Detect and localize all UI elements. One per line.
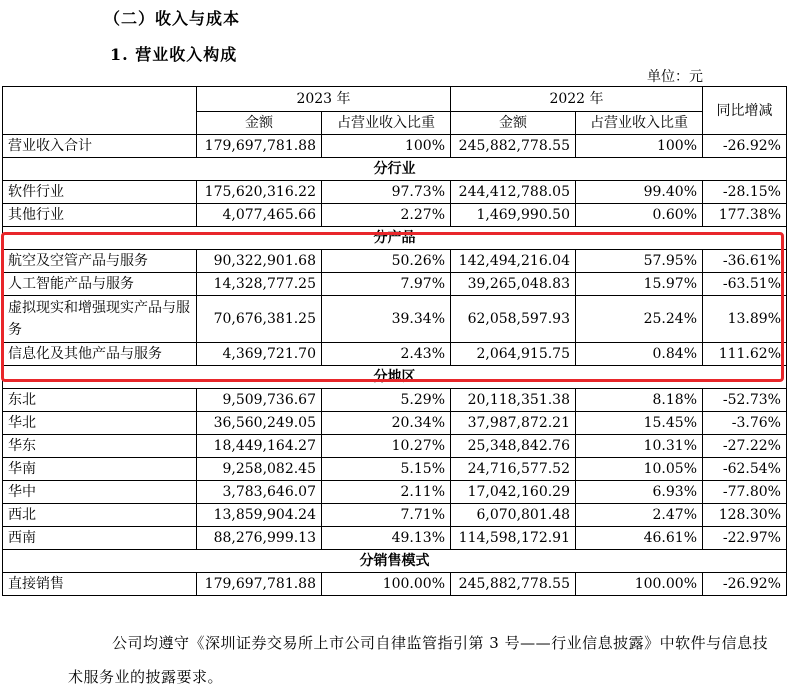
value-cell: 7.97% — [322, 273, 451, 296]
value-cell: 20.34% — [322, 412, 451, 435]
value-cell: -27.22% — [703, 435, 787, 458]
header-yoy: 同比增减 — [703, 87, 787, 135]
value-cell: 9,509,736.67 — [197, 389, 322, 412]
value-cell: -36.61% — [703, 250, 787, 273]
value-cell: 70,676,381.25 — [197, 296, 322, 343]
value-cell: 39.34% — [322, 296, 451, 343]
value-cell: -26.92% — [703, 573, 787, 596]
value-cell: 100.00% — [576, 573, 703, 596]
value-cell: 10.31% — [576, 435, 703, 458]
row-label-cell: 其他行业 — [3, 204, 197, 227]
value-cell: 46.61% — [576, 527, 703, 550]
subsection-title: 1. 营业收入构成 — [110, 45, 238, 64]
value-cell: 90,322,901.68 — [197, 250, 322, 273]
header-amount-2023: 金额 — [197, 112, 322, 135]
header-share-2022: 占营业收入比重 — [576, 112, 703, 135]
value-cell: 177.38% — [703, 204, 787, 227]
value-cell: 10.27% — [322, 435, 451, 458]
value-cell: -52.73% — [703, 389, 787, 412]
table-row — [3, 458, 787, 481]
value-cell: -26.92% — [703, 135, 787, 158]
value-cell: 37,987,872.21 — [451, 412, 576, 435]
value-cell: -3.76% — [703, 412, 787, 435]
section-header-row — [3, 158, 787, 181]
value-cell: 62,058,597.93 — [451, 296, 576, 343]
table-row — [3, 204, 787, 227]
row-label-cell: 华东 — [3, 435, 197, 458]
value-cell: 100.00% — [322, 573, 451, 596]
value-cell: 57.95% — [576, 250, 703, 273]
header-share-2023: 占营业收入比重 — [322, 112, 451, 135]
value-cell: 3,783,646.07 — [197, 481, 322, 504]
value-cell: 39,265,048.83 — [451, 273, 576, 296]
value-cell: 2,064,915.75 — [451, 343, 576, 366]
value-cell: 128.30% — [703, 504, 787, 527]
row-label-cell: 虚拟现实和增强现实产品与服务 — [3, 296, 197, 343]
table-row — [3, 504, 787, 527]
value-cell: 4,077,465.66 — [197, 204, 322, 227]
value-cell: 49.13% — [322, 527, 451, 550]
value-cell: 6,070,801.48 — [451, 504, 576, 527]
value-cell: 179,697,781.88 — [197, 135, 322, 158]
header-year-2022: 2022 年 — [451, 87, 703, 112]
table-row — [3, 389, 787, 412]
section-title-cell: 分产品 — [3, 227, 787, 250]
table-row — [3, 250, 787, 273]
section-title: （二）收入与成本 — [104, 9, 241, 28]
value-cell: 15.97% — [576, 273, 703, 296]
value-cell: -63.51% — [703, 273, 787, 296]
value-cell: 175,620,316.22 — [197, 181, 322, 204]
value-cell: 179,697,781.88 — [197, 573, 322, 596]
value-cell: 14,328,777.25 — [197, 273, 322, 296]
value-cell: 13,859,904.24 — [197, 504, 322, 527]
value-cell: 99.40% — [576, 181, 703, 204]
value-cell: 8.18% — [576, 389, 703, 412]
table-row — [3, 527, 787, 550]
value-cell: -28.15% — [703, 181, 787, 204]
section-title-cell: 分销售模式 — [3, 550, 787, 573]
section-title-cell: 分行业 — [3, 158, 787, 181]
value-cell: -62.54% — [703, 458, 787, 481]
value-cell: 88,276,999.13 — [197, 527, 322, 550]
row-label-cell: 人工智能产品与服务 — [3, 273, 197, 296]
value-cell: 10.05% — [576, 458, 703, 481]
header-amount-2022: 金额 — [451, 112, 576, 135]
value-cell: 142,494,216.04 — [451, 250, 576, 273]
value-cell: 245,882,778.55 — [451, 573, 576, 596]
value-cell: 24,716,577.52 — [451, 458, 576, 481]
table-row — [3, 412, 787, 435]
header-empty-cell — [3, 87, 197, 135]
value-cell: 13.89% — [703, 296, 787, 343]
value-cell: 5.29% — [322, 389, 451, 412]
value-cell: 4,369,721.70 — [197, 343, 322, 366]
value-cell: 1,469,990.50 — [451, 204, 576, 227]
table-row — [3, 181, 787, 204]
value-cell: 2.27% — [322, 204, 451, 227]
value-cell: 114,598,172.91 — [451, 527, 576, 550]
row-label-cell: 西南 — [3, 527, 197, 550]
value-cell: 100% — [322, 135, 451, 158]
row-label-cell: 航空及空管产品与服务 — [3, 250, 197, 273]
row-label-cell: 软件行业 — [3, 181, 197, 204]
value-cell: 50.26% — [322, 250, 451, 273]
unit-label: 单位：元 — [647, 69, 703, 85]
value-cell: 25.24% — [576, 296, 703, 343]
value-cell: 97.73% — [322, 181, 451, 204]
row-label-cell: 华中 — [3, 481, 197, 504]
table-row — [3, 296, 787, 343]
header-year-2023: 2023 年 — [197, 87, 451, 112]
value-cell: -77.80% — [703, 481, 787, 504]
value-cell: 100% — [576, 135, 703, 158]
value-cell: 0.84% — [576, 343, 703, 366]
value-cell: 6.93% — [576, 481, 703, 504]
table-row-total — [3, 135, 787, 158]
footer-note: 公司均遵守《深圳证券交易所上市公司自律监管指引第 3 号——行业信息披露》中软件与信息技术服务业的披露要求。 — [68, 634, 769, 686]
row-label-cell: 华南 — [3, 458, 197, 481]
value-cell: 2.43% — [322, 343, 451, 366]
value-cell: 36,560,249.05 — [197, 412, 322, 435]
row-label-cell: 华北 — [3, 412, 197, 435]
table-row — [3, 273, 787, 296]
section-header-row — [3, 550, 787, 573]
value-cell: 0.60% — [576, 204, 703, 227]
section-title-cell: 分地区 — [3, 366, 787, 389]
row-label-cell: 信息化及其他产品与服务 — [3, 343, 197, 366]
value-cell: 18,449,164.27 — [197, 435, 322, 458]
row-label-cell: 直接销售 — [3, 573, 197, 596]
value-cell: 20,118,351.38 — [451, 389, 576, 412]
table-row — [3, 343, 787, 366]
value-cell: 7.71% — [322, 504, 451, 527]
value-cell: 2.11% — [322, 481, 451, 504]
value-cell: 25,348,842.76 — [451, 435, 576, 458]
value-cell: 15.45% — [576, 412, 703, 435]
value-cell: -22.97% — [703, 527, 787, 550]
value-cell: 244,412,788.05 — [451, 181, 576, 204]
value-cell: 2.47% — [576, 504, 703, 527]
header-row-years — [3, 87, 787, 112]
value-cell: 111.62% — [703, 343, 787, 366]
row-label-cell: 西北 — [3, 504, 197, 527]
row-label-cell: 营业收入合计 — [3, 135, 197, 158]
value-cell: 5.15% — [322, 458, 451, 481]
revenue-table — [2, 86, 787, 596]
value-cell: 17,042,160.29 — [451, 481, 576, 504]
value-cell: 245,882,778.55 — [451, 135, 576, 158]
section-header-row — [3, 227, 787, 250]
table-row — [3, 573, 787, 596]
table-row — [3, 435, 787, 458]
value-cell: 9,258,082.45 — [197, 458, 322, 481]
table-row — [3, 481, 787, 504]
row-label-cell: 东北 — [3, 389, 197, 412]
section-header-row — [3, 366, 787, 389]
